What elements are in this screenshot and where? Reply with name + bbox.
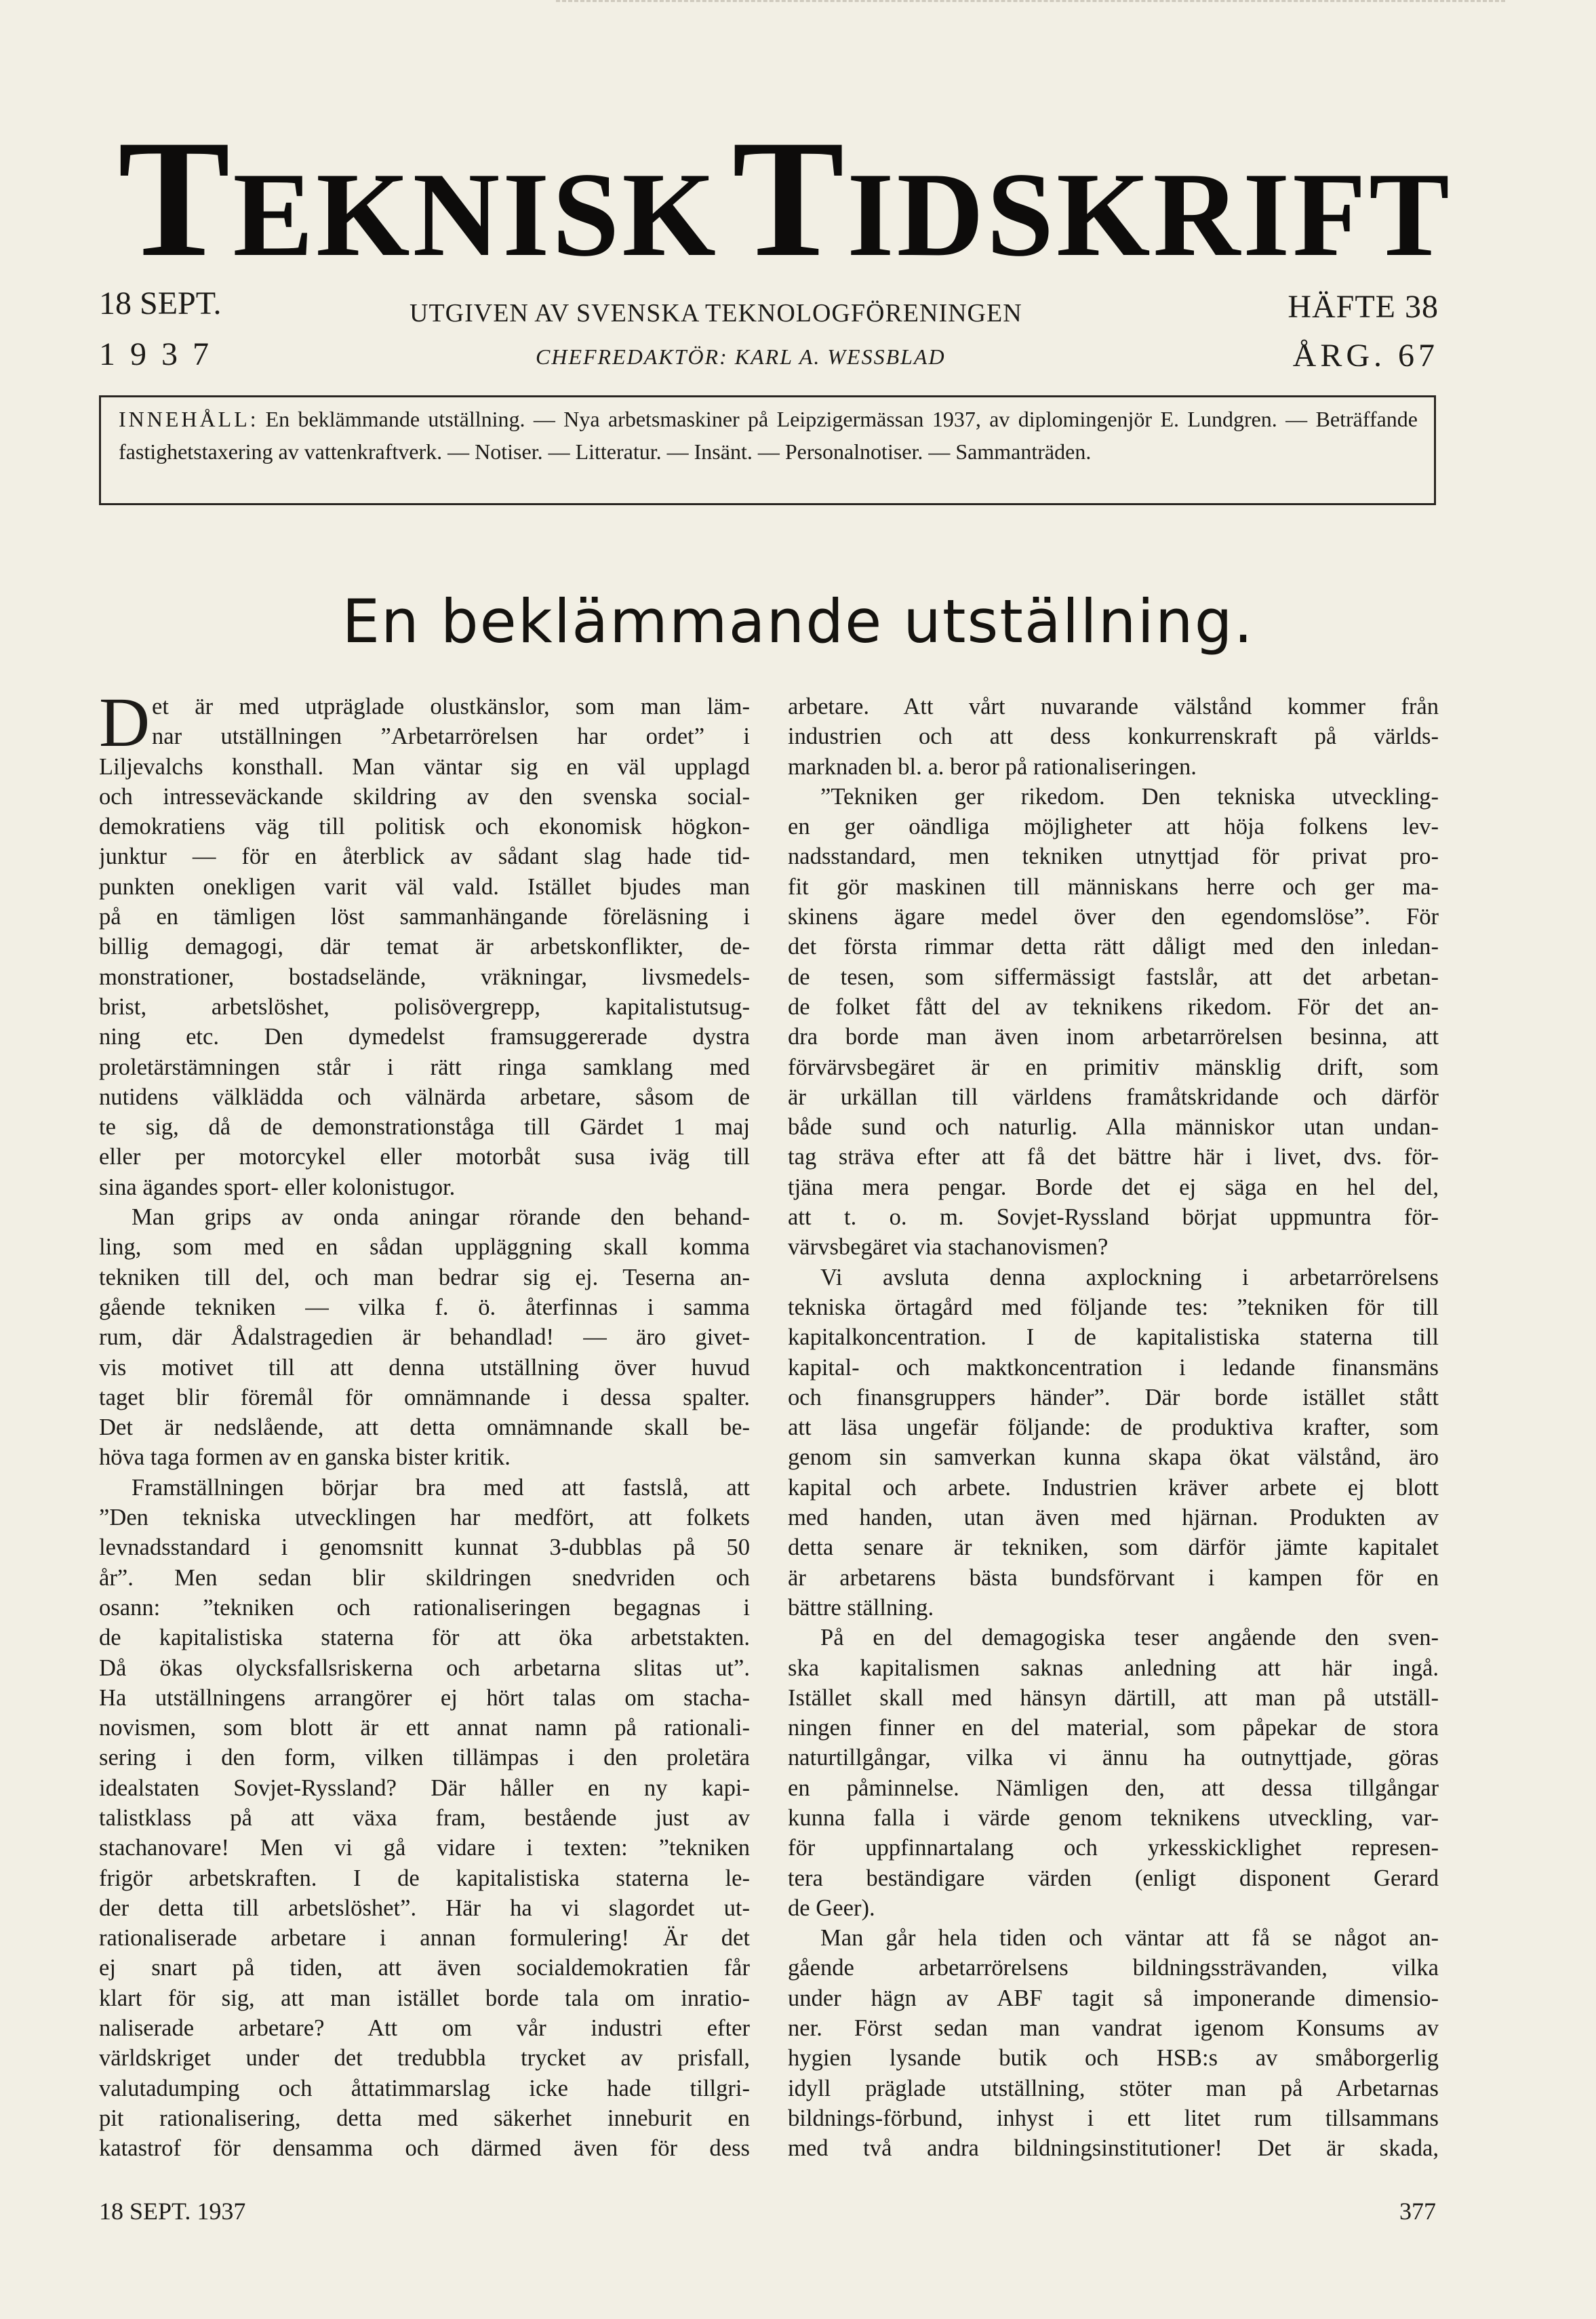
text-line: Man grips av onda aningar rörande den behand- [132, 1204, 750, 1231]
text-line: tera beständigare värden (enligt disponent Gerard [788, 1865, 1439, 1891]
text-line: te sig, då de demonstrationståga till Gärdet 1 maj [99, 1114, 750, 1141]
volume-number: ÅRG. 67 [1292, 338, 1439, 374]
text-line: kapital och arbete. Industrien kräver arbete ej blott [788, 1474, 1439, 1501]
masthead-rest-1: EKNISK [233, 147, 719, 281]
text-line: nutidens välklädda och välnärda arbetare, såsom de [99, 1084, 750, 1110]
text-line: ling, som med en sådan uppläggning skall komma [99, 1234, 750, 1261]
text-line: Istället skall med hänsyn därtill, att man på utställ- [788, 1684, 1439, 1711]
text-line: skinens ägare medel över den egendomslöse”. För [788, 904, 1439, 930]
text-line: rum, där Ådalstragedien är behandlad! — äro givet- [99, 1324, 750, 1351]
text-line: gående arbetarrörelsens bildningssträvanden, vilka [788, 1955, 1439, 1981]
text-line: marknaden bl. a. beror på rationaliseringen. [788, 753, 1197, 780]
drop-cap: D [99, 683, 151, 761]
masthead-cap-2: T [732, 105, 847, 292]
text-line: ning etc. Den dymedelst framsuggererade dystra [99, 1024, 750, 1050]
text-line: tag sträva efter att få det bättre här i livet, dvs. för- [788, 1144, 1439, 1170]
text-line: frigör arbetskraften. I de kapitalistiska staterna le- [99, 1865, 750, 1891]
text-line: Det är nedslående, att detta omnämnande skall be- [99, 1414, 750, 1441]
article-column-left [99, 683, 750, 2164]
text-line: på en tämligen löst sammanhängande föreläsning i [99, 904, 750, 930]
text-line: kapital- och maktkoncentration i ledande finansmäns [788, 1354, 1439, 1381]
text-line: att t. o. m. Sovjet-Ryssland börjat uppmuntra för- [788, 1204, 1439, 1231]
text-line: höva taga formen av en ganska bister kritik. [99, 1444, 511, 1471]
text-line: taget blir föremål för omnämnande i dessa spalter. [99, 1384, 750, 1410]
text-line: Framställningen börjar bra med att fastslå, att [132, 1474, 750, 1501]
text-line: idyll präglade utställning, stöter man på Arbetarnas [788, 2075, 1439, 2101]
text-line: genom sin samverkan kunna skapa ökat välstånd, äro [788, 1444, 1439, 1471]
text-line: rationaliserade arbetare i annan formulering! Är det [99, 1925, 750, 1951]
publisher-line: UTGIVEN AV SVENSKA TEKNOLOGFÖRENINGEN [410, 299, 1022, 328]
text-line: världskriget under det tredubbla trycket av prisfall, [99, 2045, 750, 2072]
text-line: år”. Men sedan blir skildringen snedvriden och [99, 1564, 750, 1591]
text-line: Liljevalchs konsthall. Man väntar sig en väl upplagd [99, 753, 750, 780]
contents-text: En beklämmande utställning. — Nya arbetsmaskiner på Leipzigermässan 1937, av diplomingenjör E. Lundgren. — Beträffande fastighetstaxering av vattenkraftverk. — Notiser. — Litteratur. — Insänt. — Personalnotiser. — Sammanträden. [119, 407, 1418, 464]
text-line: brist, arbetslöshet, polisövergrepp, kapitalistutsug- [99, 993, 750, 1020]
text-line: nar utställningen ”Arbetarrörelsen har ordet” i [152, 724, 750, 750]
text-line: ej snart på tiden, att även socialdemokratien får [99, 1955, 750, 1981]
text-line: Vi avsluta denna axplockning i arbetarrörelsens [820, 1264, 1439, 1290]
text-line: vis motivet till att denna utställning över huvud [99, 1354, 750, 1381]
issue-date: 18 SEPT. [99, 285, 222, 321]
article-title: En beklämmande utställning. [342, 587, 1254, 656]
text-line: punkten onekligen varit väl vald. Istället bjudes man [99, 873, 750, 900]
text-line: eller per motorcykel eller motorbåt susa iväg till [99, 1144, 750, 1170]
text-line: sering i den form, vilken tillämpas i den proletära [99, 1745, 750, 1771]
contents-label: INNEHÅLL: [119, 407, 259, 431]
text-line: Ha utställningens arrangörer ej hört talas om stacha- [99, 1684, 750, 1711]
text-line: är urkällan till världens framåtskridande och därför [788, 1084, 1439, 1110]
text-line: sina ägandes sport- eller kolonistugor. [99, 1174, 456, 1200]
text-line: ningen finner en del material, som påpekar de stora [788, 1715, 1439, 1741]
text-line: katastrof för densamma och därmed även för dess [99, 2135, 750, 2162]
text-line: tekniska örtagård med följande tes: ”tekniken för till [788, 1294, 1439, 1320]
text-line: der detta till arbetslöshet”. Här ha vi slagordet ut- [99, 1895, 750, 1921]
text-line: industrien och att dess konkurrenskraft på världs- [788, 724, 1439, 750]
text-line: idealstaten Sovjet-Ryssland? Där håller en ny kapi- [99, 1775, 750, 1801]
text-line: et är med utpräglade olustkänslor, som man läm- [152, 694, 750, 719]
text-line: monstrationer, bostadselände, vräkningar, livsmedels- [99, 964, 750, 990]
article-column-right [788, 692, 1439, 2164]
masthead-rest-2: IDSKRIFT [847, 147, 1452, 281]
text-line: kapitalkoncentration. I de kapitalistiska staterna till [788, 1324, 1439, 1351]
text-line: arbetare. Att vårt nuvarande välstånd kommer från [788, 694, 1439, 719]
text-line: bildnings-förbund, inhyst i ett litet rum tillsammans [788, 2105, 1439, 2131]
text-line: ska kapitalismen saknas anledning att här ingå. [788, 1654, 1439, 1681]
text-line: en ger oändliga möjligheter att höja folkens lev- [788, 814, 1439, 840]
text-line: en påminnelse. Nämligen den, att dessa tillgångar [788, 1775, 1439, 1801]
text-line: fit gör maskinen till människans herre och ger ma- [788, 873, 1439, 900]
text-line: de tesen, som siffermässigt fastslår, att det arbetan- [788, 964, 1439, 990]
page-number: 377 [1399, 2198, 1436, 2225]
text-line: naturtillgångar, vilka vi ännu ha outnyttjade, göras [788, 1745, 1439, 1771]
text-line: talistklass på att växa fram, bestående just av [99, 1804, 750, 1831]
masthead-title [114, 105, 1452, 292]
masthead-cap-1: T [118, 105, 233, 292]
text-line: de Geer). [788, 1895, 875, 1921]
text-line: förvärvsbegäret är en primitiv mänsklig drift, som [788, 1054, 1439, 1080]
text-line: naliserade arbetare? Att om vår industri efter [99, 2015, 750, 2042]
text-line: tekniken till del, och man bedrar sig ej. Teserna an- [99, 1264, 750, 1290]
text-line: billig demagogi, där temat är arbetskonflikter, de- [99, 934, 750, 960]
contents-box [99, 395, 1436, 505]
text-line: demokratiens väg till politisk och ekonomisk högkon- [99, 814, 750, 840]
text-line: proletärstämningen står i rätt ringa samklang med [99, 1054, 750, 1080]
text-line: valutadumping och åttatimmarslag icke hade tillgri- [99, 2075, 750, 2101]
text-line: bättre ställning. [788, 1594, 934, 1621]
footer-date: 18 SEPT. 1937 [99, 2198, 246, 2225]
text-line: gående tekniken — vilka f. ö. återfinnas i samma [99, 1294, 750, 1320]
text-line: under hägn av ABF tagit så imponerande dimensio- [788, 1985, 1439, 2011]
text-line: pit rationalisering, detta med säkerhet inneburit en [99, 2105, 750, 2131]
text-line: novismen, som blott är ett annat namn på rationali- [99, 1715, 750, 1741]
text-line: kunna falla i värde genom teknikens utveckling, var- [788, 1804, 1439, 1831]
masthead-word-2 [732, 105, 1452, 292]
text-line: dra borde man även inom arbetarrörelsen besinna, att [788, 1024, 1439, 1050]
text-line: tjäna mera pengar. Borde det ej säga en hel del, [788, 1174, 1439, 1200]
text-line: klart för sig, att man istället borde tala om inratio- [99, 1985, 750, 2011]
text-line: de folket fått del av teknikens rikedom. För det an- [788, 993, 1439, 1020]
text-line: ”Tekniken ger rikedom. Den tekniska utveckling- [820, 783, 1439, 810]
text-line: både sund och naturlig. Alla människor utan undan- [788, 1114, 1439, 1141]
text-line: för uppfinnartalang och yrkesskicklighet represen- [788, 1835, 1439, 1861]
text-line: och intresseväckande skildring av den svenska social- [99, 783, 750, 810]
text-line: ner. Först sedan man vandrat igenom Konsums av [788, 2015, 1439, 2042]
editor-line: CHEFREDAKTÖR: KARL A. WESSBLAD [536, 344, 946, 369]
text-line: ”Den tekniska utvecklingen har medfört, att folkets [99, 1505, 750, 1531]
text-line: nadsstandard, men tekniken utnyttjad för privat pro- [788, 844, 1439, 870]
text-line: stachanovare! Men vi gå vidare i texten: ”tekniken [99, 1835, 750, 1861]
text-line: osann: ”tekniken och rationaliseringen begagnas i [99, 1594, 750, 1621]
text-line: Man går hela tiden och väntar att få se något an- [820, 1925, 1439, 1951]
text-line: levnadsstandard i genomsnitt kunnat 3-dubblas på 50 [99, 1534, 750, 1561]
text-line: med handen, utan även med hjärnan. Produkten av [788, 1505, 1439, 1531]
masthead-word-1 [118, 105, 719, 292]
text-line: värvsbegäret via stachanovismen? [788, 1234, 1109, 1261]
text-line: På en del demagogiska teser angående den sven- [820, 1625, 1439, 1651]
text-line: detta senare är tekniken, som därför jämte kapitalet [788, 1534, 1439, 1561]
text-line: Då ökas olycksfallsriskerna och arbetarna slitas ut”. [99, 1654, 750, 1681]
top-edge-rule [556, 0, 1505, 3]
text-line: det första rimmar detta rätt dåligt med den inledan- [788, 934, 1439, 960]
text-line: junktur — för en återblick av sådant slag hade tid- [99, 844, 750, 870]
text-line: att läsa ungefär följande: de produktiva krafter, som [788, 1414, 1439, 1441]
text-line: med två andra bildningsinstitutioner! Det är skada, [788, 2135, 1439, 2162]
text-line: de kapitalistiska staterna för att öka arbetstakten. [99, 1625, 750, 1651]
text-line: är arbetarens bästa bundsförvant i kampen för en [788, 1564, 1439, 1591]
issue-year: 1937 [99, 336, 224, 372]
text-line: hygien lysande butik och HSB:s av småborgerlig [788, 2045, 1439, 2072]
text-line: och finansgruppers händer”. Där borde istället stått [788, 1384, 1439, 1410]
issue-number: HÄFTE 38 [1288, 289, 1439, 325]
